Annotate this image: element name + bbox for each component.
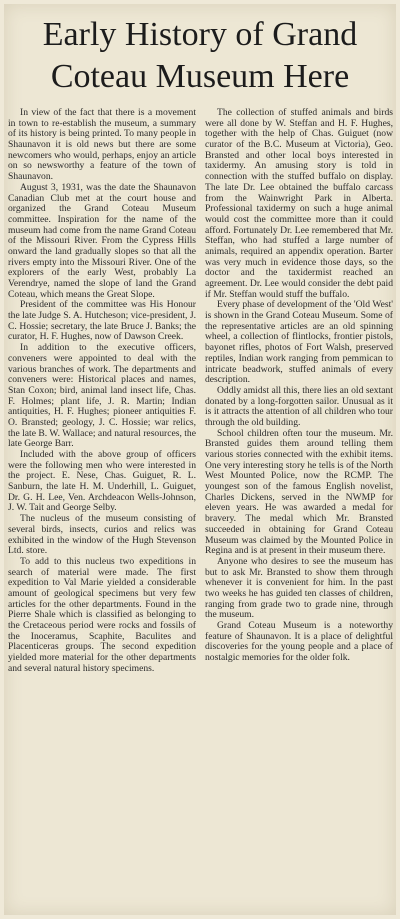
- paragraph: Grand Coteau Museum is a noteworthy feature of Shaunavon. It is a place of delightful discoveries for the young people and a place of nostalgic memories for the older folk.: [205, 620, 393, 664]
- paragraph: Oddly amidst all this, there lies an old sextant donated by a long-forgotten sailor. Unusual as it is it attracts the attention of all children who tour through the old building.: [205, 384, 393, 428]
- paragraph: The nucleus of the museum consisting of several birds, insects, curios and relics was exhibited in the window of the Hugh Stevenson Ltd. store.: [8, 513, 196, 557]
- right-column: [205, 108, 393, 664]
- paragraph: In view of the fact that there is a movement in town to re-establish the museum, a summary of its history is being printed. To many people in Shaunavon it is old news but there are some newcomers who would, perhaps, enjoy an article on so newsworthy a feature of the town of Shaunavon.: [8, 107, 196, 183]
- paragraph: Every phase of development of the 'Old West' is shown in the Grand Coteau Museum. Some of the representative articles are an old spinning wheel, a collection of flintlocks, frontier pistols, bayonet rifles, photos of Fort Walsh, preserved reptiles, Indian work ranging from pemmican to intricate beadwork, stuffed animals of every description.: [205, 299, 393, 386]
- paragraph: The collection of stuffed animals and birds were all done by W. Steffan and H. F. Hughes, together with the help of Chas. Guiguet (now curator of the B.C. Museum at Victoria), Geo. Bransted and other local boys interested in taxidermy. An amusing story is told in connection with the stuffed buffalo on display. The late Dr. Lee obtained the buffalo carcass from the Wainwright Park in Alberta. Professional taxidermy on such a huge animal would cost the committee more than it could afford. Fortunately Dr. Lee remembered that Mr. Steffan, who had stuffed a large number of animals, required an appendix operation. Barter was very much in evidence those days, so the doctor and the taxidermist reached an agreement. Dr. Lee would consider the debt paid if Mr. Steffan would stuff the buffalo.: [205, 107, 393, 300]
- paragraph: Anyone who desires to see the museum has but to ask Mr. Bransted to show them through whenever it is convenient for him. In the past two weeks he has guided ten classes of children, ranging from grade two to grade nine, through the museum.: [205, 555, 393, 621]
- paragraph: August 3, 1931, was the date the Shaunavon Canadian Club met at the court house and organized the Grand Coteau Museum committee. Inspiration for the name of the museum had come from the name Grand Coteau of the Missouri River. From the Cypress Hills onward the land gradually slopes so that all the rivers empty into the Missouri River. One of the explorers of the early West, probably La Verendrye, named the slope of land the Grand Coteau, which means the Great Slope.: [8, 181, 196, 300]
- paragraph: President of the committee was His Honour the late Judge S. A. Hutcheson; vice-president, J. C. Hossie; secretary, the late Bruce J. Banks; the curator, H. F. Hughes, now of Dawson Creek.: [8, 299, 196, 343]
- paragraph: Included with the above group of officers were the following men who were interested in the project. E. Nese, Chas. Guiguet, R. L. Sanburn, the late H. M. Underhill, L. Guiguet, Dr. G. H. Lee, Ven. Archdeacon Wells-Johnson, J. W. Tait and George Selby.: [8, 449, 196, 514]
- headline: [0, 14, 400, 98]
- headline-line-1: Early History of Grand: [42, 16, 358, 53]
- headline-line-2: Coteau Museum Here: [50, 58, 350, 95]
- left-column: [8, 108, 196, 674]
- paragraph: School children often tour the museum. Mr. Bransted guides them around telling them various stories connected with the exhibit items. One very interesting story he tells is of the North West Mounted Police, now the RCMP. The youngest son of the famous English novelist, Charles Dickens, served in the NWMP for eleven years. He was awarded a medal for bravery. The medal which Mr. Bransted succeeded in obtaining for Grand Coteau Museum was claimed by the Mounted Police in Regina and is at present in their museum there.: [205, 427, 393, 557]
- paragraph: To add to this nucleus two expeditions in search of material were made. The first expedition to Val Marie yielded a considerable amount of geological specimens but very few articles for the other departments. Found in the Pierre Shale which is classified as belonging to the Cretaceous period were rocks and fossils of the Inoceramus, Scaphite, Baculites and Placenticeras groups. The second expedition yielded more material for the other departments and several natural history specimens.: [8, 555, 196, 674]
- paragraph: In addition to the executive officers, conveners were appointed to deal with the various branches of work. The departments and conveners were: Historical places and names, Stan Coxon; bird, animal land insect life, Chas. F. Holmes; plant life, J. R. Martin; Indian antiquities, H. F. Hughes; pioneer antiquities F. O. Bransted; geology, J. C. Hossie; war relics, the late B. W. Wallace; and natural resources, the late George Barr.: [8, 342, 196, 450]
